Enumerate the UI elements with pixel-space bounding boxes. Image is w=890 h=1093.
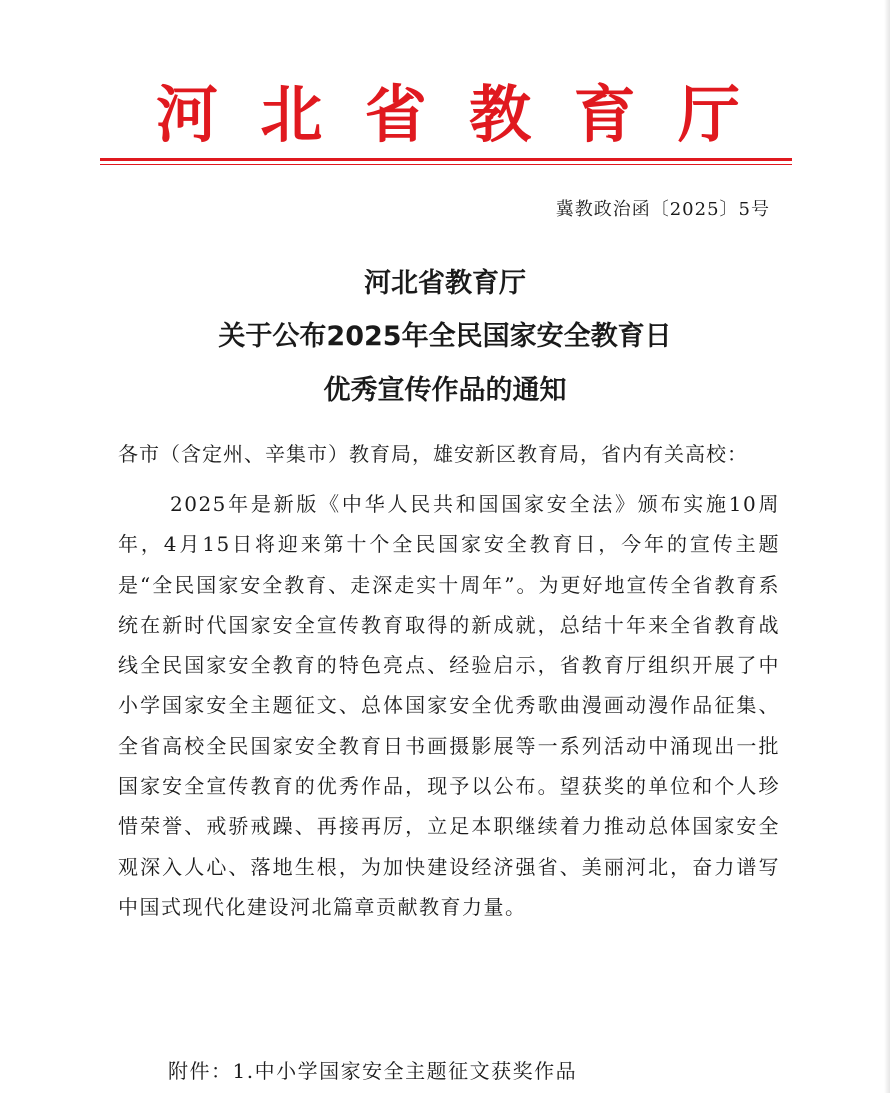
page-edge-shadow — [884, 0, 890, 1093]
title-line-3: 优秀宣传作品的通知 — [323, 375, 567, 406]
masthead-char: 北 — [260, 78, 323, 151]
masthead-char: 教 — [469, 78, 532, 151]
title-line-1: 河北省教育厅 — [364, 268, 526, 299]
red-divider-thick — [100, 158, 792, 161]
masthead-char: 育 — [573, 78, 636, 151]
masthead-char: 省 — [364, 78, 427, 151]
title-line-2: 关于公布2025年全民国家安全教育日 — [218, 321, 672, 352]
salutation: 各市（含定州、辛集市）教育局，雄安新区教育局，省内有关高校： — [118, 442, 748, 466]
masthead-char: 厅 — [677, 78, 740, 151]
document-number: 冀教政治函〔2025〕5号 — [555, 199, 770, 220]
masthead-char: 河 — [156, 78, 219, 151]
attachment-line: 附件：1.中小学国家安全主题征文获奖作品 — [168, 1059, 578, 1083]
red-divider-thin — [100, 164, 792, 165]
body-paragraph: 2025年是新版《中华人民共和国国家安全法》颁布实施10周年，4月15日将迎来第十个全民国家安全教育日，今年的宣传主题是“全民国家安全教育、走深走实十周年”。为更好地宣传全省教育系统在新时代国家安全宣传教育取得的新成就，总结十年来全省教育战线全民国家安全教育的特色亮点、经验启示，省教育厅组织开展了中小学国家安全主题征文、总体国家安全优秀歌曲漫画动漫作品征集、全省高校全民国家安全教育日书画摄影展等一系列活动中涌现出一批国家安全宣传教育的优秀作品，现予以公布。望获奖的单位和个人珍惜荣誉、戒骄戒躁、再接再厉，立足本职继续着力推动总体国家安全观深入人心、落地生根，为加快建设经济强省、美丽河北，奋力谱写中国式现代化建设河北篇章贡献教育力量。 — [118, 492, 780, 919]
masthead — [100, 80, 790, 150]
